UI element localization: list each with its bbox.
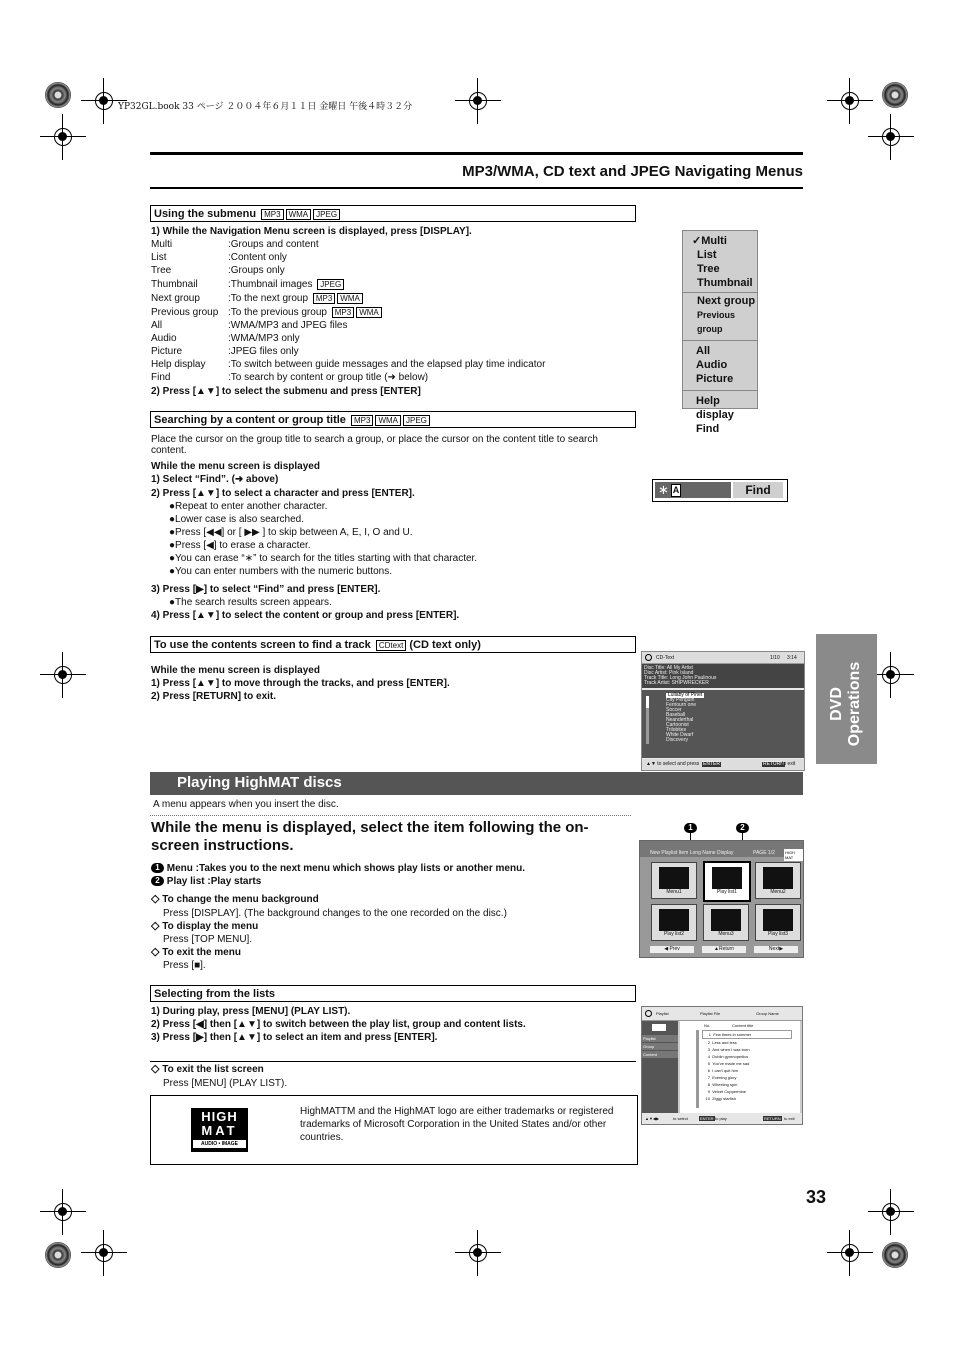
dotted-rule (150, 815, 631, 816)
find-star: ∗ (658, 482, 669, 497)
search-step4: 4) Press [▲▼] to select the content or group and press [ENTER]. (151, 610, 460, 621)
tile-playlist2[interactable] (651, 904, 697, 941)
highmat-item1: 1 Menu :Takes you to the next menu which shows play lists or another menu. (151, 862, 525, 875)
cdtext-track[interactable]: Trilobites (666, 727, 687, 733)
crosshair-mark (89, 1238, 119, 1268)
tile-menu1[interactable] (651, 862, 697, 899)
lists-step1: 1) During play, press [MENU] (PLAY LIST). (151, 1006, 351, 1017)
cdtext-track[interactable]: Discovery (666, 737, 688, 743)
tile-menu2[interactable] (755, 862, 801, 899)
tile-label: Play list3 (767, 931, 788, 937)
contents-step2: 2) Press [RETURN] to exit. (151, 691, 277, 702)
trademark-text: HighMATTM and the HighMAT logo are either trademarks or registered trademarks of Microsoft Corporation in the United States and/or other countries. (300, 1106, 614, 1143)
lists-header (150, 985, 636, 1002)
submenu-row: Picture :JPEG files only (151, 346, 299, 357)
submenu-header (150, 205, 636, 222)
panel-item-multi[interactable]: ✓Multi (692, 235, 727, 247)
contents-header-label: To use the contents screen to find a track (154, 639, 371, 651)
logo-text: MAT (201, 1123, 238, 1138)
diamond-icon: ◇ (151, 946, 160, 958)
bullet: ●Lower case is also searched. (169, 514, 304, 525)
bullet: ●Press [◀◀] or [ ▶▶ ] to skip between A, E, I, O and U. (169, 527, 413, 538)
crosshair-mark (463, 86, 493, 116)
playlist-col1: Playlist File (700, 1011, 721, 1016)
registration-disc-bl (45, 1242, 71, 1268)
crosshair-mark (876, 122, 906, 152)
cdtext-time: 3:14 (787, 655, 797, 661)
bullet: ●Press [◀] to erase a character. (169, 540, 311, 551)
lists-exit-text: Press [MENU] (PLAY LIST). (163, 1078, 288, 1089)
crosshair-mark (876, 1197, 906, 1227)
submenu-row: Tree :Groups only (151, 265, 285, 276)
cdtext-info: Disc Title: All My Artist (644, 665, 693, 671)
list-item[interactable]: 3 And when I was born (707, 1047, 750, 1052)
print-header-line: YP32GL.book 33 ページ ２００４年６月１１日 金曜日 午後４時３２分 (118, 102, 413, 112)
find-box (652, 479, 788, 502)
contents-header (150, 636, 636, 653)
crosshair-mark (48, 660, 78, 690)
registration-disc-br (882, 1242, 908, 1268)
crosshair-mark (463, 1238, 493, 1268)
cdtext-counter: 1/10 (770, 655, 780, 661)
panel-item-list[interactable]: List (697, 249, 717, 261)
cdtext-footer-left: ▲▼ to select and press (646, 761, 700, 767)
diamond-icon: ◇ (151, 920, 160, 932)
list-item[interactable]: 8 Wheeling spin (707, 1082, 738, 1087)
highmat-heading: While the menu is displayed, select the item following the on-screen instructions. (151, 819, 589, 854)
bullet: ●You can enter numbers with the numeric buttons. (169, 566, 393, 577)
return-button[interactable]: ▲Return (702, 946, 746, 953)
tile-label: Menu1 (666, 889, 682, 895)
cdtext-enter-key: ENTER (703, 761, 720, 767)
list-item[interactable]: 10 Ziggy starfish (705, 1096, 737, 1101)
highmat-exit-title: ◇ To exit the menu (151, 946, 241, 958)
highmat-banner-label: Playing HighMAT discs (177, 774, 342, 791)
nav-group[interactable]: Group (642, 1043, 678, 1050)
search-header (150, 411, 636, 428)
side-tab (816, 634, 877, 764)
highmat-disp-title: ◇ To display the menu (151, 920, 259, 932)
submenu-step2: 2) Press [▲▼] to select the submenu and press [ENTER] (151, 386, 421, 397)
footer-return-key: RETURN (764, 1116, 781, 1121)
highmat-note: A menu appears when you insert the disc. (153, 799, 339, 810)
logo-text: HIGH (201, 1109, 238, 1124)
cdtext-info: Track Artist: SHIPWRECKER (644, 680, 709, 686)
playlist-tab: Playlist (656, 1011, 669, 1016)
crosshair-mark (48, 1197, 78, 1227)
hm-logo-small (652, 1024, 666, 1031)
highmat-item2: 2 Play list :Play starts (151, 875, 261, 888)
list-item[interactable]: 9 Velvet Cuppermine (707, 1089, 747, 1094)
search-while: While the menu screen is displayed (151, 461, 320, 472)
lists-exit-title: ◇ To exit the list screen (151, 1063, 264, 1075)
list-item[interactable]: 1 Few times in summer (702, 1030, 792, 1039)
submenu-row: Help display :To switch between guide messages and the elapsed play time indicator (151, 359, 546, 370)
screen-page: PAGE 1/2 (753, 850, 775, 856)
submenu-row: Audio :WMA/MP3 only (151, 333, 300, 344)
bullet: ●You can erase “∗” to search for the titles starting with that character. (169, 553, 478, 564)
list-item[interactable]: 5 You've made me sad (707, 1061, 750, 1066)
list-item[interactable]: 6 I can't quit him (707, 1068, 738, 1073)
tag-mp3: MP3 (261, 209, 283, 220)
lists-rule (150, 1061, 636, 1062)
submenu-row: Find :To search by content or group title (➜ below) (151, 372, 429, 383)
page-title: MP3/WMA, CD text and JPEG Navigating Menus (462, 163, 803, 180)
registration-disc-tr (882, 82, 908, 108)
panel-item-next-group[interactable]: Next group (697, 295, 756, 307)
title-rule-top (150, 152, 803, 155)
screen-logo: HIGH MAT (784, 849, 803, 861)
list-item[interactable]: 4 Dublin gymnopedics (707, 1054, 749, 1059)
lists-step3: 3) Press [▶] then [▲▼] to select an item and press [ENTER]. (151, 1032, 438, 1043)
highmat-bg-text: Press [DISPLAY]. (The background changes to the one recorded on the disc.) (163, 908, 507, 919)
list-col-title: Content title (732, 1023, 754, 1028)
panel-item-tree[interactable]: Tree (697, 263, 720, 275)
lists-header-label: Selecting from the lists (154, 988, 276, 1000)
disc-icon (645, 1010, 652, 1017)
callout-1-icon: 1 (151, 863, 164, 873)
submenu-table (151, 238, 631, 384)
search-step3-bullet: ●The search results screen appears. (169, 597, 332, 608)
submenu-row: Thumbnail :Thumbnail images JPEG (151, 278, 631, 291)
tile-label: Play list1 (716, 889, 737, 895)
cdtext-track[interactable]: Cartoonist (666, 722, 689, 728)
tile-label: Menu3 (718, 931, 734, 937)
bullet: ●Repeat to enter another character. (169, 501, 328, 512)
cdtext-track[interactable]: Soccer (666, 707, 682, 713)
submenu-row: Previous group :To the previous group MP3 WMA (151, 306, 631, 319)
playlist-screen (641, 1006, 803, 1125)
logo-text: AUDIO • IMAGE (193, 1140, 246, 1148)
submenu-row: All :WMA/MP3 and JPEG files (151, 320, 348, 331)
disc-icon (645, 654, 652, 661)
title-rule-bottom (150, 187, 803, 189)
contents-while: While the menu screen is displayed (151, 665, 320, 676)
diamond-icon: ◇ (151, 1063, 160, 1075)
submenu-row: Next group :To the next group MP3 WMA (151, 292, 631, 305)
footer-select: to select (673, 1116, 688, 1121)
panel-item-thumbnail[interactable]: Thumbnail (697, 277, 753, 289)
nav-playlist[interactable]: Playlist (642, 1035, 678, 1042)
nav-content[interactable]: Content (642, 1051, 678, 1058)
highmat-disp-text: Press [TOP MENU]. (163, 934, 253, 945)
search-header-label: Searching by a content or group title (154, 414, 346, 426)
callout-2-icon: 2 (151, 876, 164, 886)
page-number: 33 (805, 1187, 826, 1207)
highmat-logo (191, 1108, 248, 1152)
screen-callout-2: 2 (736, 823, 749, 833)
cdtext-track[interactable]: Lullaby of Pinet (668, 692, 703, 698)
cdtext-info: Disc Artist: Pink Island (644, 670, 694, 676)
list-item[interactable]: 7 Evening glory (707, 1075, 737, 1080)
tile-playlist1[interactable] (703, 861, 751, 902)
trademark-box (150, 1095, 638, 1165)
cdtext-track[interactable]: White Dwarf (666, 732, 694, 738)
search-intro: Place the cursor on the group title to search a group, or place the cursor on the content title to search content. (151, 434, 598, 456)
highmat-bg-title: ◇ To change the menu background (151, 893, 319, 905)
tag-mp3: MP3 (351, 415, 373, 426)
tag-jpeg: JPEG (403, 415, 430, 426)
crosshair-mark (835, 86, 865, 116)
cdtext-track[interactable]: Neanderthal (666, 717, 694, 723)
tag-cdtext: CDtext (376, 640, 406, 651)
tag-wma: WMA (337, 293, 363, 304)
submenu-row: List :Content only (151, 252, 287, 263)
tile-label: Play list2 (663, 931, 684, 937)
find-button[interactable]: Find (733, 482, 783, 498)
prev-button[interactable]: ◀ Prev (650, 946, 694, 953)
tag-wma: WMA (286, 209, 312, 220)
arrow-keys-icon: ▲▼◀▶ (645, 1116, 660, 1121)
cdtext-screen (641, 651, 805, 771)
tag-jpeg: JPEG (317, 279, 344, 290)
cdtext-title: CD-Text (656, 655, 675, 661)
highmat-banner (150, 772, 803, 795)
tag-wma: WMA (375, 415, 401, 426)
submenu-header-label: Using the submenu (154, 208, 257, 220)
playlist-col2: Group Name (756, 1011, 779, 1016)
panel-item-previous-group[interactable]: Previous group (697, 310, 736, 334)
tile-menu3[interactable] (703, 904, 749, 941)
highmat-exit-text: Press [■]. (163, 960, 206, 971)
screen-top-title: New Playlist Item Long Name Display (650, 850, 734, 856)
search-step3: 3) Press [▶] to select “Find” and press [ENTER]. (151, 584, 381, 595)
tag-mp3: MP3 (332, 307, 354, 318)
crosshair-mark (48, 122, 78, 152)
contents-step1: 1) Press [▲▼] to move through the tracks, and press [ENTER]. (151, 678, 450, 689)
tile-label: Menu2 (770, 889, 786, 895)
tag-jpeg: JPEG (313, 209, 340, 220)
panel-item-help-display[interactable]: Help display (696, 395, 734, 421)
search-step2: 2) Press [▲▼] to select a character and press [ENTER]. (151, 488, 415, 499)
panel-item-all[interactable]: All (696, 345, 711, 357)
find-char: A (672, 485, 680, 495)
highmat-menu-screen (639, 840, 804, 958)
cdtext-track[interactable]: City Penguin (666, 697, 695, 703)
screen-callout-1: 1 (684, 823, 697, 833)
crosshair-mark (89, 86, 119, 116)
crosshair-mark (876, 660, 906, 690)
search-step1: 1) Select “Find”. (➜ above) (151, 474, 279, 485)
list-item[interactable]: 2 Less and less (707, 1040, 737, 1045)
panel-item-find[interactable]: Find (696, 423, 720, 435)
cdtext-track[interactable]: Baseball (666, 712, 686, 718)
cdtext-info: Track Title: Long John Paulinous (644, 675, 717, 681)
side-tab-label: DVD Operations (828, 661, 863, 747)
footer-enter-key: ENTER (700, 1116, 714, 1121)
search-bullets (169, 500, 477, 578)
contents-header-suffix: (CD text only) (409, 639, 481, 651)
submenu-panel (682, 230, 758, 435)
cdtext-track[interactable]: Ferriourn one (666, 702, 697, 708)
panel-item-picture[interactable]: Picture (696, 373, 734, 385)
tag-mp3: MP3 (313, 293, 335, 304)
footer-play: to play (715, 1116, 727, 1121)
panel-item-audio[interactable]: Audio (696, 359, 728, 371)
tile-playlist3[interactable] (755, 904, 801, 941)
tag-wma: WMA (356, 307, 382, 318)
crosshair-mark (835, 1238, 865, 1268)
list-col-no: No. (704, 1023, 711, 1028)
diamond-icon: ◇ (151, 893, 160, 905)
cdtext-return-key: RETURN (763, 761, 784, 767)
footer-exit: to exit (784, 1116, 795, 1121)
cdtext-footer-right: to exit (782, 761, 796, 767)
next-button[interactable]: Next▶ (754, 946, 798, 953)
lists-step2: 2) Press [◀] then [▲▼] to switch between the play list, group and content lists. (151, 1019, 526, 1030)
submenu-step1: 1) While the Navigation Menu screen is displayed, press [DISPLAY]. (151, 226, 472, 237)
submenu-row: Multi :Groups and content (151, 239, 319, 250)
registration-disc-tl (45, 82, 71, 108)
